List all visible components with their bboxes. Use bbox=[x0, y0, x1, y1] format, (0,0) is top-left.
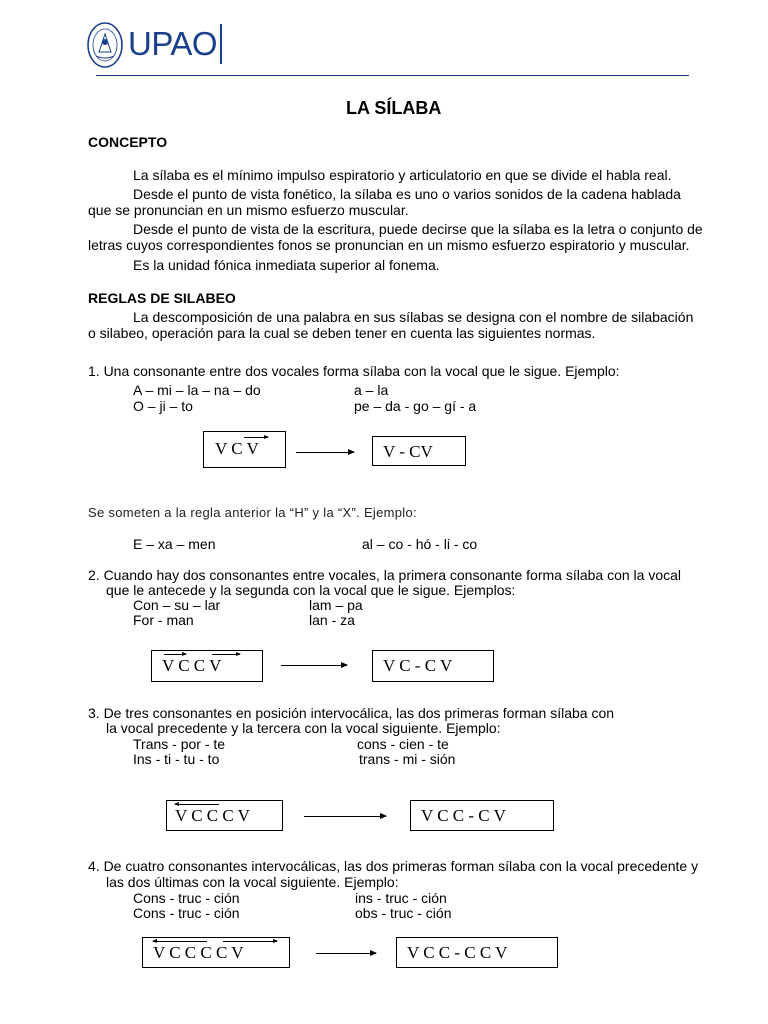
rule3-ex-left: Trans - por - te bbox=[133, 736, 226, 752]
rule4-ex-right: obs - truc - ción bbox=[355, 905, 452, 921]
rule1-arrow-icon bbox=[296, 452, 354, 453]
concepto-p2a: Desde el punto de vista fonético, la sílaba es uno o varios sonidos de la cadena hablada bbox=[133, 186, 681, 202]
rule4-pattern-box bbox=[142, 937, 290, 968]
header-rule bbox=[96, 75, 689, 76]
syllable-arrow-icon bbox=[164, 654, 186, 655]
rule3-result-box bbox=[410, 800, 554, 831]
rule4-arrow-icon bbox=[316, 953, 376, 954]
rule1-text: 1. Una consonante entre dos vocales forma sílaba con la vocal que le sigue. Ejemplo: bbox=[88, 363, 620, 379]
reglas-p1b: o silabeo, operación para la cual se deben tener en cuenta las siguientes normas. bbox=[88, 325, 596, 341]
rule1-note-ex-left: E – xa – men bbox=[133, 536, 216, 552]
rule4-text-b: las dos últimas con la vocal siguiente. Ejemplo: bbox=[106, 874, 399, 890]
rule2-result-box bbox=[372, 650, 494, 682]
rule4-result-box bbox=[396, 937, 558, 968]
concepto-p3b: letras cuyos correspondientes fonos se pronuncian en un mismo esfuerzo espiratorio y muscular. bbox=[88, 237, 690, 253]
rule1-ex-left: O – ji – to bbox=[133, 398, 193, 414]
syllable-arrow-icon bbox=[153, 941, 207, 942]
rule4-ex-right: ins - truc - ción bbox=[355, 890, 447, 906]
concepto-heading: CONCEPTO bbox=[88, 134, 168, 150]
rule2-arrow-icon bbox=[281, 665, 347, 666]
rule1-ex-right: a – la bbox=[354, 382, 389, 398]
syllable-arrow-icon bbox=[175, 804, 219, 805]
rule1-note: Se someten a la regla anterior la “H” y la “X”. Ejemplo: bbox=[88, 505, 417, 520]
rule3-result-text: V C C - C V bbox=[421, 806, 506, 825]
rule1-result-box bbox=[372, 436, 466, 466]
page-title: LA SÍLABA bbox=[346, 98, 442, 118]
rule1-note-ex-right: al – co - hó - li - co bbox=[362, 536, 478, 552]
rule2-ex-left: Con – su – lar bbox=[133, 597, 221, 613]
rule4-result-text: V C C - C C V bbox=[407, 943, 508, 962]
rule2-ex-right: lam – pa bbox=[309, 597, 363, 613]
rule4-ex-left: Cons - truc - ción bbox=[133, 905, 240, 921]
rule2-pattern-text: V C C V bbox=[162, 656, 222, 675]
logo-divider bbox=[220, 24, 222, 64]
rule4-pattern-text: V C C C C V bbox=[153, 943, 244, 962]
syllable-arrow-icon bbox=[212, 654, 240, 655]
rule3-ex-left: Ins - ti - tu - to bbox=[133, 751, 220, 767]
rule1-pattern-box bbox=[203, 431, 286, 468]
concepto-p3a: Desde el punto de vista de la escritura, puede decirse que la sílaba es la letra o conjunto de bbox=[133, 221, 703, 237]
rule4-text-a: 4. De cuatro consonantes intervocálicas, las dos primeras forman sílaba con la vocal precedente y bbox=[88, 858, 699, 874]
rule2-text-b: que le antecede y la segunda con la vocal que le sigue. Ejemplos: bbox=[106, 582, 516, 598]
rule3-arrow-icon bbox=[304, 816, 386, 817]
rule2-ex-left: For - man bbox=[133, 612, 194, 628]
rule1-pattern-text: V C V bbox=[215, 439, 259, 458]
reglas-heading: REGLAS DE SILABEO bbox=[88, 290, 236, 306]
concepto-p1: La sílaba es el mínimo impulso espiratorio y articulatorio en que se divide el habla real. bbox=[133, 167, 672, 183]
rule3-text-a: 3. De tres consonantes en posición intervocálica, las dos primeras forman sílaba con bbox=[88, 705, 615, 721]
university-seal-icon bbox=[86, 20, 124, 70]
rule3-ex-right: cons - cien - te bbox=[357, 736, 449, 752]
rule1-ex-right: pe – da - go – gí - a bbox=[354, 398, 477, 414]
rule1-result-text: V - CV bbox=[383, 442, 433, 461]
syllable-arrow-icon bbox=[223, 941, 277, 942]
rule4-ex-left: Cons - truc - ción bbox=[133, 890, 240, 906]
rule3-ex-right: trans - mi - sión bbox=[359, 751, 456, 767]
syllable-arrow-icon bbox=[244, 437, 268, 438]
rule2-ex-right: lan - za bbox=[309, 612, 355, 628]
rule3-text-b: la vocal precedente y la tercera con la vocal siguiente. Ejemplo: bbox=[106, 720, 501, 736]
rule1-ex-left: A – mi – la – na – do bbox=[133, 382, 261, 398]
logo-text: UPAO bbox=[128, 25, 218, 62]
rule3-pattern-text: V C C C V bbox=[175, 806, 250, 825]
rule3-pattern-box bbox=[166, 800, 283, 831]
rule2-result-text: V C - C V bbox=[383, 656, 453, 675]
concepto-p4: Es la unidad fónica inmediata superior al fonema. bbox=[133, 257, 440, 273]
reglas-p1a: La descomposición de una palabra en sus sílabas se designa con el nombre de silabación bbox=[133, 309, 694, 325]
rule2-text-a: 2. Cuando hay dos consonantes entre vocales, la primera consonante forma sílaba con la vocal bbox=[88, 567, 682, 583]
concepto-p2b: que se pronuncian en un mismo esfuerzo muscular. bbox=[88, 202, 409, 218]
rule2-pattern-box bbox=[151, 650, 263, 682]
